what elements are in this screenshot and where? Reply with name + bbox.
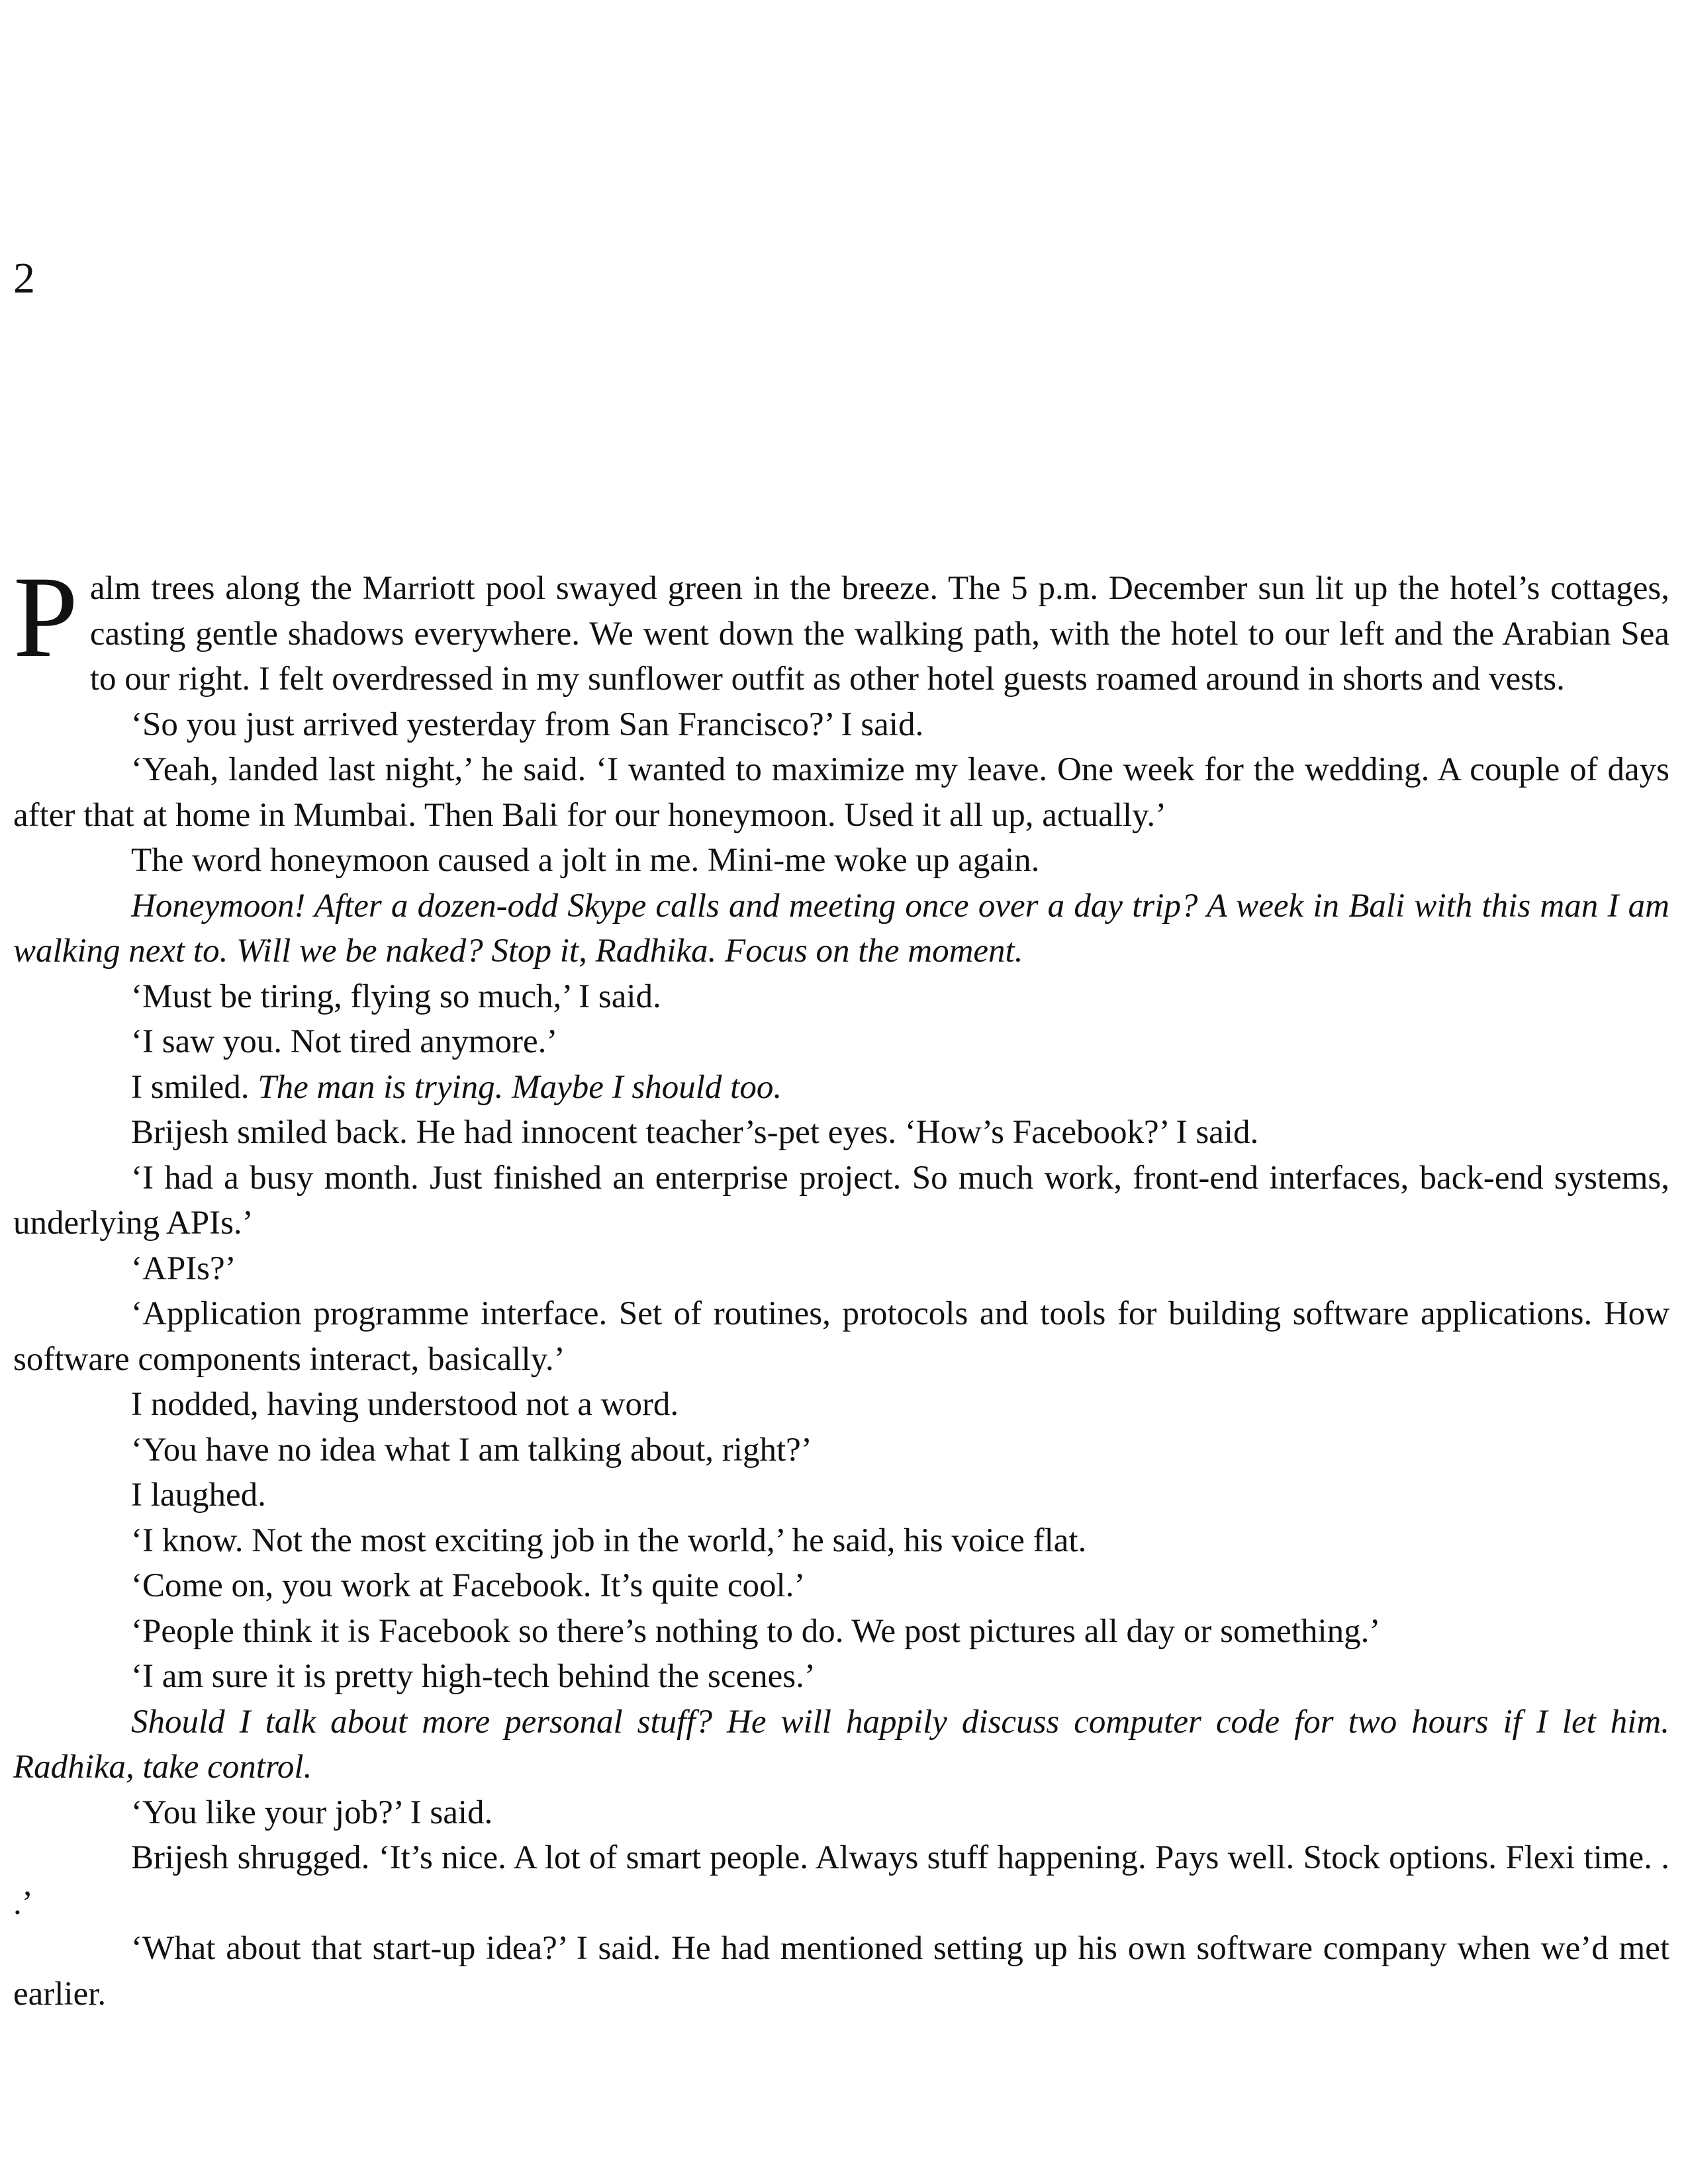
paragraph [13,974,1669,1020]
text-run: alm trees along the Marriott pool swayed green in the breeze. The 5 p.m. December sun lit up the hotel’s cottages, casting gentle shadows everywhere. We went down the walking path, with the hotel to our left and the Arabian Sea to our right. I felt overdressed in my sunflower outfit as other hotel guests roamed around in shorts and vests. [89,570,1669,698]
text-run: ‘I saw you. Not tired anymore.’ [131,1023,558,1060]
text-run: ‘So you just arrived yesterday from San Francisco?’ I said. [131,705,924,743]
paragraph [13,1473,1669,1518]
paragraph [13,1518,1669,1564]
paragraph [13,1609,1669,1655]
text-run: Brijesh shrugged. ‘It’s nice. A lot of smart people. Always stuff happening. Pays well. Stock options. Flexi time. . .’ [13,1839,1669,1922]
paragraph [13,1790,1669,1836]
drop-cap: P [13,553,78,682]
chapter-text [13,553,1669,2017]
paragraph [13,1382,1669,1428]
paragraph [13,1246,1669,1292]
text-run: ‘I know. Not the most exciting job in the world,’ he said, his voice flat. [131,1522,1087,1559]
text-run: ‘Yeah, landed last night,’ he said. ‘I wanted to maximize my leave. One week for the wedding. A couple of days after that at home in Mumbai. Then Bali for our honeymoon. Used it all up, actually.’ [13,751,1669,834]
paragraph [13,553,1669,702]
paragraph [13,1700,1669,1790]
text-run: I smiled. [131,1068,258,1106]
text-run: ‘I am sure it is pretty high-tech behind the scenes.’ [131,1658,816,1695]
text-run: ‘Must be tiring, flying so much,’ I said. [131,978,661,1015]
italic-thought: Should I talk about more personal stuff? He will happily discuss computer code for two hours if I let him. Radhika, take control. [13,1703,1669,1786]
text-run: ‘You have no idea what I am talking about, right?’ [131,1431,812,1469]
paragraph [13,1110,1669,1156]
paragraph [13,747,1669,838]
paragraph [13,1065,1669,1111]
text-run: I nodded, having understood not a word. [131,1386,679,1423]
text-run: ‘I had a busy month. Just finished an enterprise project. So much work, front-end interfaces, back-end systems, underlying APIs.’ [13,1159,1669,1242]
paragraph [13,1654,1669,1700]
paragraph [13,1926,1669,2017]
text-run: ‘People think it is Facebook so there’s nothing to do. We post pictures all day or something.’ [131,1612,1381,1650]
italic-thought: The man is trying. Maybe I should too. [258,1068,782,1106]
paragraph [13,1019,1669,1065]
paragraph [13,1156,1669,1246]
paragraph [13,1428,1669,1473]
text-run: ‘What about that start-up idea?’ I said. He had mentioned setting up his own software company when we’d met earlier. [13,1930,1669,2013]
paragraph [13,1291,1669,1382]
text-run: I laughed. [131,1477,266,1514]
text-run: The word honeymoon caused a jolt in me. Mini-me woke up again. [131,842,1040,879]
paragraph [13,702,1669,748]
paragraph [13,1563,1669,1609]
italic-thought: Honeymoon! After a dozen-odd Skype calls and meeting once over a day trip? A week in Bali with this man I am walking next to. Will we be naked? Stop it, Radhika. Focus on the moment. [13,887,1669,970]
text-run: ‘APIs?’ [131,1250,236,1287]
text-run: ‘Application programme interface. Set of routines, protocols and tools for building software applications. How software components interact, basically.’ [13,1295,1669,1378]
chapter-number: 2 [13,254,35,302]
paragraph [13,838,1669,884]
paragraph [13,1835,1669,1926]
text-run: Brijesh smiled back. He had innocent teacher’s-pet eyes. ‘How’s Facebook?’ I said. [131,1114,1259,1151]
paragraph [13,884,1669,974]
text-run: ‘You like your job?’ I said. [131,1794,493,1831]
text-run: ‘Come on, you work at Facebook. It’s quite cool.’ [131,1567,806,1604]
